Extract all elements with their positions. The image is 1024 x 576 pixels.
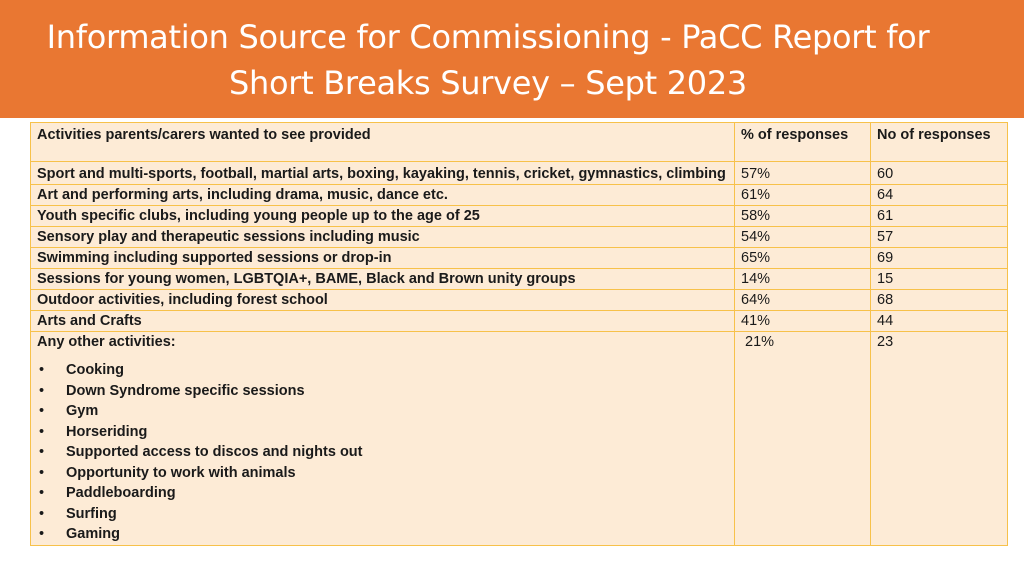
activity-cell: Outdoor activities, including forest school [31,290,735,311]
list-item: • Paddleboarding [59,483,728,504]
table-row [31,206,1008,227]
percent-cell: 61% [735,185,871,206]
percent-cell: 14% [735,269,871,290]
activity-cell: Arts and Crafts [31,311,735,332]
count-cell: 15 [871,269,1008,290]
responses-table [30,122,1008,546]
percent-cell: 57% [735,162,871,185]
list-item: • Surfing [59,504,728,525]
table-row [31,311,1008,332]
activity-cell: Art and performing arts, including drama, music, dance etc. [31,185,735,206]
count-cell: 23 [871,332,1008,546]
list-item: • Gym [59,401,728,422]
percent-cell: 41% [735,311,871,332]
count-cell: 64 [871,185,1008,206]
table-row [31,227,1008,248]
other-activities-label: Any other activities: [37,334,176,350]
percent-cell: 58% [735,206,871,227]
other-activities-cell [31,332,735,546]
list-item: • Cooking [59,360,728,381]
table-row-other-activities [31,332,1008,546]
activity-cell: Sessions for young women, LGBTQIA+, BAME, Black and Brown unity groups [31,269,735,290]
count-cell: 44 [871,311,1008,332]
table-row [31,269,1008,290]
page-title [0,14,976,106]
column-header-percent: % of responses [735,123,871,162]
percent-cell: 21% [735,332,871,546]
list-item: • Gaming [59,524,728,545]
activity-cell: Sport and multi-sports, football, martial arts, boxing, kayaking, tennis, cricket, gymnastics, climbing [31,162,735,185]
percent-cell: 65% [735,248,871,269]
list-item: • Supported access to discos and nights out [59,442,728,463]
list-item: • Horseriding [59,422,728,443]
activity-cell: Sensory play and therapeutic sessions including music [31,227,735,248]
list-item: • Down Syndrome specific sessions [59,381,728,402]
title-line-1: Information Source for Commissioning - PaCC Report for [46,18,930,56]
count-cell: 69 [871,248,1008,269]
title-line-2: Short Breaks Survey – Sept 2023 [229,64,747,102]
percent-cell: 54% [735,227,871,248]
title-banner [0,0,1024,118]
column-header-count: No of responses [871,123,1008,162]
list-item: • Opportunity to work with animals [59,463,728,484]
count-cell: 57 [871,227,1008,248]
count-cell: 68 [871,290,1008,311]
count-cell: 61 [871,206,1008,227]
table-row [31,248,1008,269]
table-row [31,185,1008,206]
other-activities-list [37,360,728,545]
table-header-row [31,123,1008,162]
percent-cell: 64% [735,290,871,311]
activity-cell: Youth specific clubs, including young people up to the age of 25 [31,206,735,227]
column-header-activities: Activities parents/carers wanted to see provided [31,123,735,162]
table-row [31,162,1008,185]
table-row [31,290,1008,311]
activity-cell: Swimming including supported sessions or drop-in [31,248,735,269]
count-cell: 60 [871,162,1008,185]
